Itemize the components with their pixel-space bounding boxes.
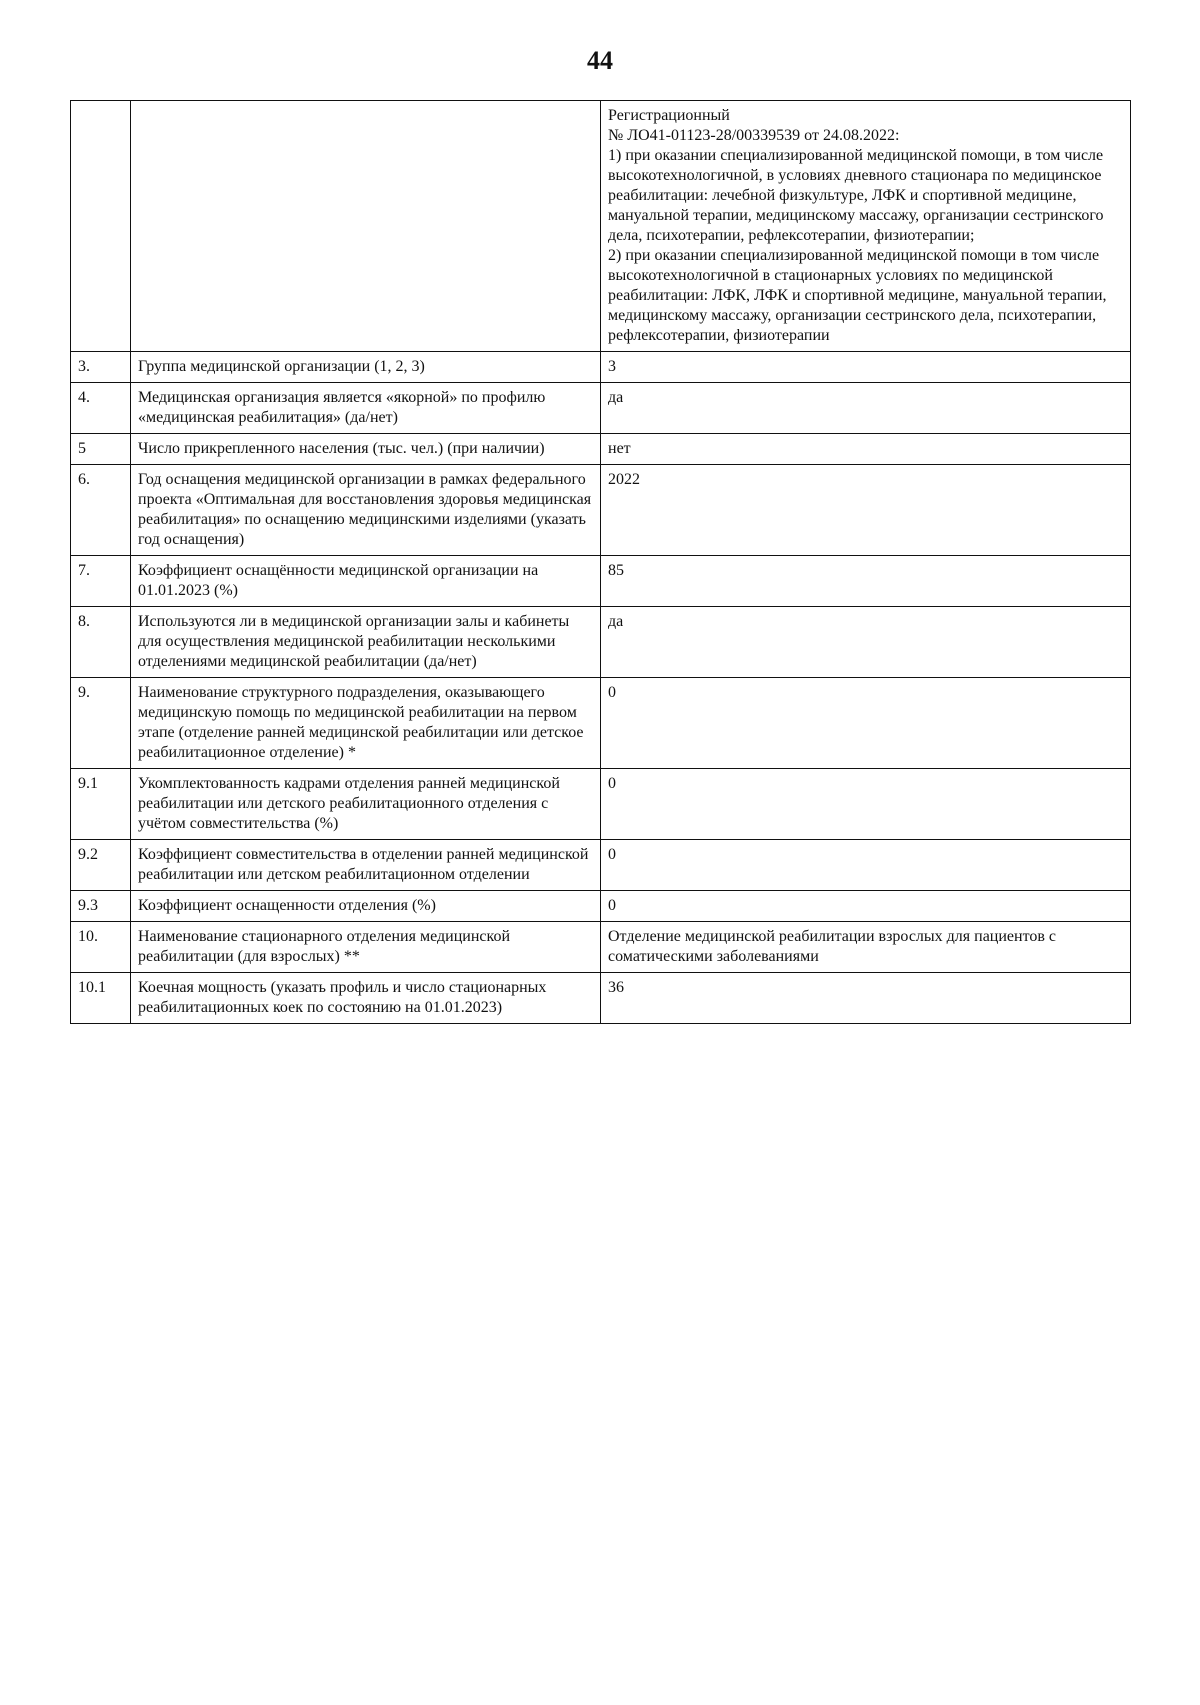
table-row (71, 607, 1131, 678)
row-number: 8. (71, 607, 131, 678)
row-number: 9. (71, 678, 131, 769)
table-row (71, 465, 1131, 556)
row-number: 9.3 (71, 891, 131, 922)
table-row (71, 840, 1131, 891)
row-value: 0 (601, 891, 1131, 922)
row-value: 0 (601, 769, 1131, 840)
license-num-cell (71, 101, 131, 352)
row-number: 4. (71, 383, 131, 434)
table-row (71, 383, 1131, 434)
row-value: да (601, 607, 1131, 678)
page-number: 44 (587, 46, 613, 75)
row-value: да (601, 383, 1131, 434)
row-indicator: Год оснащения медицинской организации в рамках федерального проекта «Оптимальная для восстановления здоровья медицинская реабилитация» по оснащению медицинскими изделиями (указать год оснащения) (131, 465, 601, 556)
row-value: Отделение медицинской реабилитации взрослых для пациентов с соматическими заболеваниями (601, 922, 1131, 973)
row-number: 6. (71, 465, 131, 556)
table-row (71, 922, 1131, 973)
row-indicator: Коэффициент совместительства в отделении ранней медицинской реабилитации или детском реабилитационном отделении (131, 840, 601, 891)
row-value: 3 (601, 352, 1131, 383)
table-row (71, 556, 1131, 607)
row-indicator: Коэффициент оснащённости медицинской организации на 01.01.2023 (%) (131, 556, 601, 607)
license-number: № ЛО41-01123-28/00339539 от 24.08.2022: (608, 127, 900, 144)
license-name-cell (131, 101, 601, 352)
row-indicator: Медицинская организация является «якорной» по профилю «медицинская реабилитация» (да/нет) (131, 383, 601, 434)
table-row (71, 434, 1131, 465)
license-item-1: 1) при оказании специализированной медицинской помощи, в том числе высокотехнологичной, в условиях дневного стационара по медицинское реабилитации: лечебной физкультуре, ЛФК и спортивной медицине, мануальной терапии, медицинскому массажу, организации сестринского дела, психотерапии, рефлексотерапии, физиотерапии; (608, 147, 1104, 244)
row-value: 2022 (601, 465, 1131, 556)
table-row (71, 352, 1131, 383)
row-number: 3. (71, 352, 131, 383)
row-number: 10.1 (71, 973, 131, 1024)
rehabilitation-table (70, 100, 1131, 1024)
row-number: 9.1 (71, 769, 131, 840)
row-number: 7. (71, 556, 131, 607)
license-label: Регистрационный (608, 107, 730, 124)
row-indicator: Коечная мощность (указать профиль и число стационарных реабилитационных коек по состоянию на 01.01.2023) (131, 973, 601, 1024)
row-number: 10. (71, 922, 131, 973)
row-indicator: Число прикрепленного населения (тыс. чел.) (при наличии) (131, 434, 601, 465)
row-value: 0 (601, 678, 1131, 769)
row-indicator: Группа медицинской организации (1, 2, 3) (131, 352, 601, 383)
table-row (71, 769, 1131, 840)
table-row (71, 678, 1131, 769)
license-item-2: 2) при оказании специализированной медицинской помощи в том числе высокотехнологичной в стационарных условиях по медицинской реабилитации: ЛФК, ЛФК и спортивной медицине, мануальной терапии, медицинскому массажу, организации сестринского дела, психотерапии, рефлексотерапии, физиотерапии (608, 247, 1107, 344)
license-row (71, 101, 1131, 352)
table-row (71, 973, 1131, 1024)
row-indicator: Наименование стационарного отделения медицинской реабилитации (для взрослых) ** (131, 922, 601, 973)
row-indicator: Коэффициент оснащенности отделения (%) (131, 891, 601, 922)
license-cell (601, 101, 1131, 352)
row-value: 36 (601, 973, 1131, 1024)
row-value: 0 (601, 840, 1131, 891)
row-number: 5 (71, 434, 131, 465)
row-indicator: Укомплектованность кадрами отделения ранней медицинской реабилитации или детского реабилитационного отделения с учётом совместительства (%) (131, 769, 601, 840)
row-value: нет (601, 434, 1131, 465)
row-number: 9.2 (71, 840, 131, 891)
table-row (71, 891, 1131, 922)
row-indicator: Наименование структурного подразделения, оказывающего медицинскую помощь по медицинской реабилитации на первом этапе (отделение ранней медицинской реабилитации или детское реабилитационное отделение) * (131, 678, 601, 769)
row-value: 85 (601, 556, 1131, 607)
row-indicator: Используются ли в медицинской организации залы и кабинеты для осуществления медицинской реабилитации несколькими отделениями медицинской реабилитации (да/нет) (131, 607, 601, 678)
